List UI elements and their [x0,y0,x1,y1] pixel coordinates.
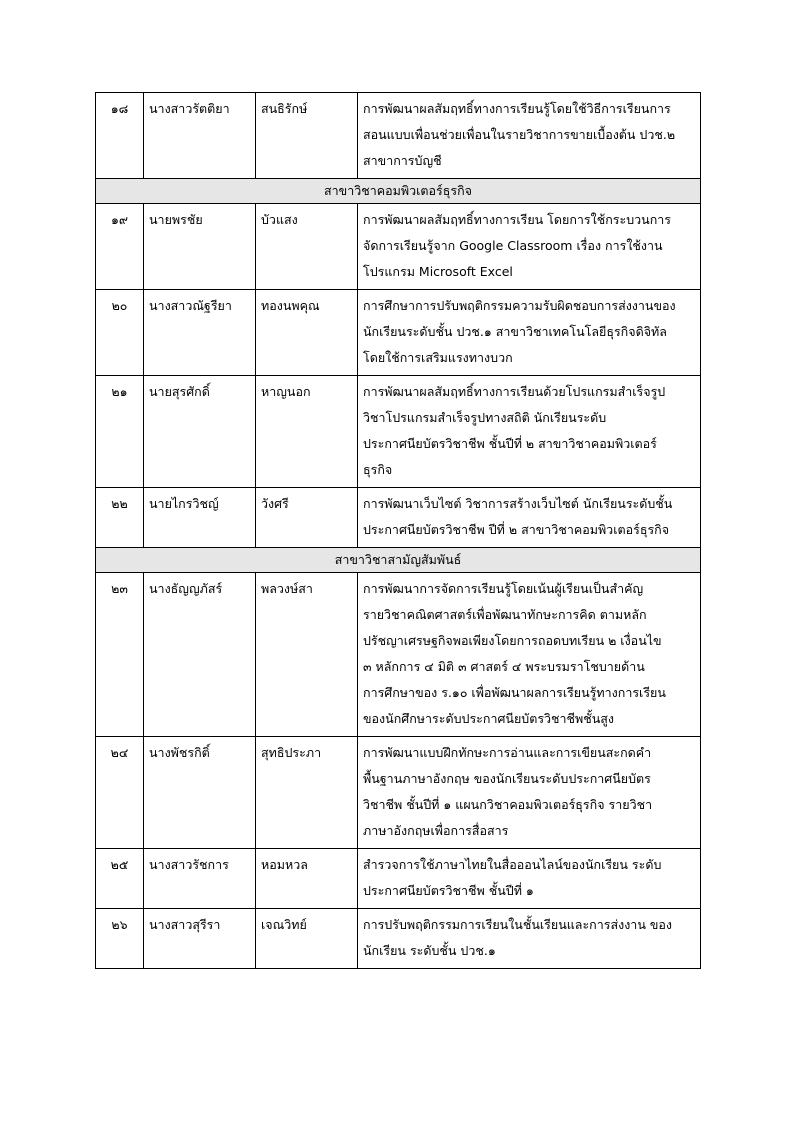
researcher-name: นางสาวรัตติยา [144,93,256,179]
researcher-name: นายไกรวิชญ์ [144,488,256,548]
researcher-surname: เจณวิทย์ [256,909,358,969]
research-title-line: สำรวจการใช้ภาษาไทยในสื่อออนไลน์ของนักเรียน ระดับ [363,857,662,872]
table-row [96,204,701,290]
research-title-line: รายวิชาคณิตศาสตร์เพื่อพัฒนาทักษะการคิด ตามหลัก [363,607,647,622]
research-title-line: สาขาการบัญชี [363,153,442,168]
researcher-name: นางสาวรัชการ [144,849,256,909]
researcher-name: นายพรชัย [144,204,256,290]
section-header: สาขาวิชาคอมพิวเตอร์ธุรกิจ [96,179,701,204]
research-title-line: พื้นฐานภาษาอังกฤษ ของนักเรียนระดับประกาศนียบัตร [363,771,651,786]
research-title-line: การพัฒนาผลสัมฤทธิ์ทางการเรียนด้วยโปรแกรมสำเร็จรูป [363,384,666,399]
research-title [358,488,701,548]
research-title [358,849,701,909]
row-number: ๒๖ [96,909,144,969]
research-table-body [96,93,701,969]
research-title-line: ประกาศนียบัตรวิชาชีพ ชั้นปีที่ ๑ [363,883,534,898]
research-title [358,93,701,179]
researcher-surname: พลวงษ์สา [256,573,358,737]
research-title-line: ๓ หลักการ ๔ มิติ ๓ ศาสตร์ ๔ พระบรมราโชบายด้าน [363,659,645,674]
research-title [358,376,701,488]
research-title-line: การพัฒนาผลสัมฤทธิ์ทางการเรียน โดยการใช้กระบวนการ [363,212,672,227]
row-number: ๒๔ [96,737,144,849]
research-title-line: การศึกษาการปรับพฤติกรรมความรับผิดชอบการส่งงานของ [363,298,676,313]
row-number: ๒๒ [96,488,144,548]
research-title-line: ธุรกิจ [363,462,393,477]
research-title-line: นักเรียนระดับชั้น ปวช.๑ สาขาวิชาเทคโนโลยีธุรกิจดิจิทัล [363,324,667,339]
research-title-line: การพัฒนาการจัดการเรียนรู้โดยเน้นผู้เรียนเป็นสำคัญ [363,581,644,596]
researcher-name: นางสาวณัฐรียา [144,290,256,376]
table-row [96,909,701,969]
research-title-line: การพัฒนาเว็บไซต์ วิชาการสร้างเว็บไซต์ นักเรียนระดับชั้น [363,496,673,511]
research-title [358,573,701,737]
row-number: ๒๑ [96,376,144,488]
researcher-surname: บัวแสง [256,204,358,290]
researcher-surname: สนธิรักษ์ [256,93,358,179]
section-header-row [96,179,701,204]
research-title [358,737,701,849]
researcher-name: นางธัญญภัสร์ [144,573,256,737]
researcher-surname: หาญนอก [256,376,358,488]
research-table [95,92,701,969]
researcher-name: นางพัชรกิติ์ [144,737,256,849]
table-row [96,737,701,849]
section-header-row [96,548,701,573]
research-title-line: จัดการเรียนรู้จาก Google Classroom เรื่อง การใช้งาน [363,238,663,253]
research-title-line: ประกาศนียบัตรวิชาชีพ ชั้นปีที่ ๒ สาขาวิชาคอมพิวเตอร์ [363,436,657,451]
table-row [96,290,701,376]
researcher-surname: วังศรี [256,488,358,548]
research-title [358,290,701,376]
research-title-line: การปรับพฤติกรรมการเรียนในชั้นเรียนและการส่งงาน ของ [363,917,672,932]
section-header: สาขาวิชาสามัญสัมพันธ์ [96,548,701,573]
row-number: ๒๓ [96,573,144,737]
research-title-line: การพัฒนาแบบฝึกทักษะการอ่านและการเขียนสะกดคำ [363,745,652,760]
research-title-line: วิชาโปรแกรมสำเร็จรูปทางสถิติ นักเรียนระดับ [363,410,607,425]
researcher-surname: สุทธิประภา [256,737,358,849]
research-title-line: ของนักศึกษาระดับประกาศนียบัตรวิชาชีพชั้นสูง [363,711,615,726]
research-title-line: ภาษาอังกฤษเพื่อการสื่อสาร [363,823,509,838]
researcher-surname: หอมหวล [256,849,358,909]
table-row [96,376,701,488]
research-title-line: โดยใช้การเสริมแรงทางบวก [363,350,513,365]
research-title [358,204,701,290]
research-title-line: การศึกษาของ ร.๑๐ เพื่อพัฒนาผลการเรียนรู้ทางการเรียน [363,685,666,700]
researcher-name: นายสุรศักดิ์ [144,376,256,488]
research-title-line: สอนแบบเพื่อนช่วยเพื่อนในรายวิชาการขายเบื้องต้น ปวช.๒ [363,127,676,142]
research-title-line: วิชาชีพ ชั้นปีที่ ๑ แผนกวิชาคอมพิวเตอร์ธุรกิจ รายวิชา [363,797,653,812]
table-row [96,573,701,737]
research-title-line: ปรัชญาเศรษฐกิจพอเพียงโดยการถอดบทเรียน ๒ เงื่อนไข [363,633,662,648]
table-row [96,488,701,548]
row-number: ๒๕ [96,849,144,909]
researcher-surname: ทองนพคุณ [256,290,358,376]
research-title-line: โปรแกรม Microsoft Excel [363,264,513,279]
research-title-line: ประกาศนียบัตรวิชาชีพ ปีที่ ๒ สาขาวิชาคอมพิวเตอร์ธุรกิจ [363,522,670,537]
table-row [96,93,701,179]
row-number: ๑๙ [96,204,144,290]
researcher-name: นางสาวสุรีรา [144,909,256,969]
research-title [358,909,701,969]
table-row [96,849,701,909]
research-title-line: นักเรียน ระดับชั้น ปวช.๑ [363,943,496,958]
row-number: ๒๐ [96,290,144,376]
research-title-line: การพัฒนาผลสัมฤทธิ์ทางการเรียนรู้โดยใช้วิธีการเรียนการ [363,101,671,116]
row-number: ๑๘ [96,93,144,179]
